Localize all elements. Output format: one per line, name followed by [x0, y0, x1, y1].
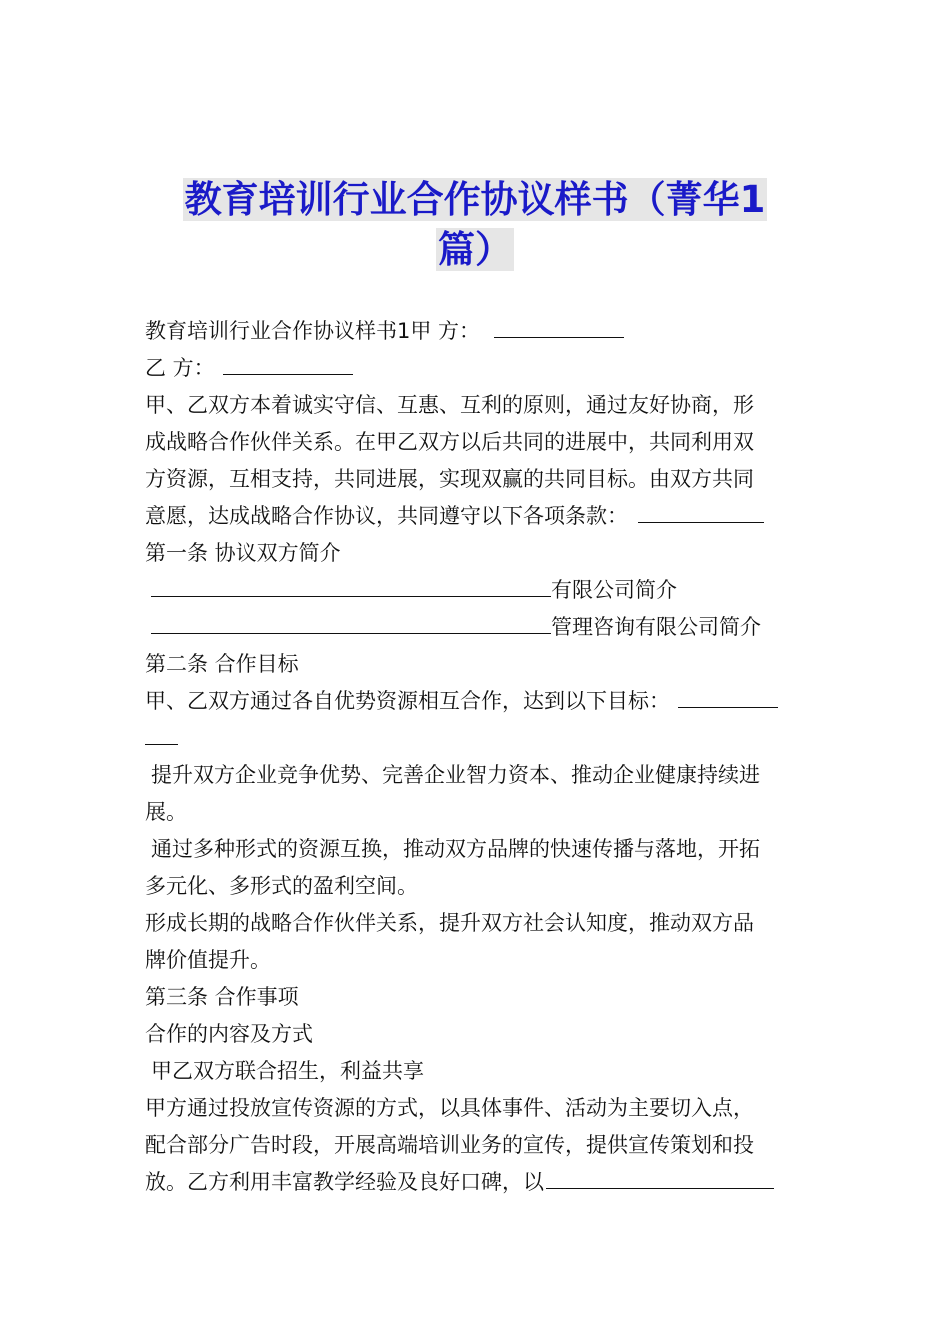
text-line [145, 609, 815, 646]
intro-end-text: 意愿，达成战略合作协议，共同遵守以下各项条款： [145, 504, 628, 528]
party-a-label: 教育培训行业合作协议样书1甲 方： [145, 319, 481, 343]
goals-blank-continued [145, 720, 178, 745]
document-title-line-2 [0, 224, 950, 276]
party-a-blank [494, 313, 624, 338]
text-line [145, 683, 815, 720]
text-line: 方资源，互相支持，共同进展，实现双赢的共同目标。由双方共同 [145, 467, 754, 491]
document-body [145, 313, 815, 1201]
company-b-intro: 管理咨询有限公司简介 [551, 615, 761, 639]
text-line: 成战略合作伙伴关系。在甲乙双方以后共同的进展中，共同利用双 [145, 430, 754, 454]
party-b-label: 乙 方： [145, 356, 215, 380]
text-line [145, 1164, 815, 1201]
last-line-text: 放。乙方利用丰富教学经验及良好口碑，以 [145, 1170, 544, 1194]
text-line [145, 350, 815, 387]
company-b-blank [151, 609, 551, 634]
goals-intro: 甲、乙双方通过各自优势资源相互合作，达到以下目标： [145, 689, 670, 713]
text-line: 通过多种形式的资源互换，推动双方品牌的快速传播与落地，开拓 [151, 837, 760, 861]
text-line [145, 313, 815, 350]
goals-blank [678, 683, 778, 708]
article-2-heading: 第二条 合作目标 [145, 652, 299, 676]
title-text-1: 教育培训行业合作协议样书（菁华1 [184, 178, 766, 221]
party-b-blank [223, 350, 353, 375]
text-line: 配合部分广告时段，开展高端培训业务的宣传，提供宣传策划和投 [145, 1133, 754, 1157]
text-line: 合作的内容及方式 [145, 1022, 313, 1046]
terms-blank [638, 498, 764, 523]
text-line: 提升双方企业竞争优势、完善企业智力资本、推动企业健康持续进 [151, 763, 760, 787]
company-a-blank [151, 572, 551, 597]
text-line: 形成长期的战略合作伙伴关系，提升双方社会认知度，推动双方品 [145, 911, 754, 935]
text-line [145, 498, 815, 535]
text-line [145, 572, 815, 609]
text-line: 甲方通过投放宣传资源的方式，以具体事件、活动为主要切入点， [145, 1096, 754, 1120]
title-text-2: 篇） [438, 228, 512, 271]
final-blank [546, 1164, 774, 1189]
text-line: 多元化、多形式的盈利空间。 [145, 874, 418, 898]
article-3-heading: 第三条 合作事项 [145, 985, 299, 1009]
text-line: 甲乙双方联合招生，利益共享 [151, 1059, 424, 1083]
text-line [145, 720, 815, 757]
text-line: 展。 [145, 800, 187, 824]
article-1-heading: 第一条 协议双方简介 [145, 541, 341, 565]
document-title-line-1 [0, 174, 950, 226]
company-a-intro: 有限公司简介 [551, 578, 677, 602]
text-line: 牌价值提升。 [145, 948, 271, 972]
text-line: 甲、乙双方本着诚实守信、互惠、互利的原则，通过友好协商，形 [145, 393, 754, 417]
